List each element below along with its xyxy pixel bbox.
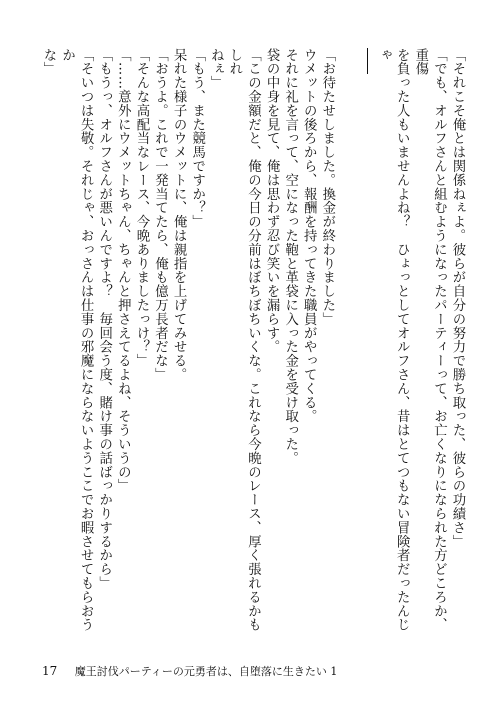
- text-line: な」: [40, 48, 56, 76]
- text-line: 「……意外にウメットちゃん、ちゃんと押さえてるよね、そういうの」: [115, 48, 131, 493]
- text-line: 「でも、オルフさんと組むようになったパーティーって、お亡くなりになられた方どころか、重傷: [412, 48, 447, 632]
- text-line: 「そんな高配当なレース、今晩ありましたっけ？」: [133, 48, 149, 368]
- text-line: ねぇ」: [208, 48, 224, 90]
- page-number: 17: [42, 664, 58, 678]
- text-line: 「もうっ、オルフさんが悪いんですよ？ 毎回会う度、賭け事の話ばっかりするから」: [96, 48, 112, 591]
- body-text: [20, 48, 466, 633]
- text-line: 「もう、また競馬ですか？」: [189, 48, 205, 229]
- em-dash: [367, 48, 368, 74]
- text-line: 「お待たせしました。換金が終わりました」: [319, 48, 335, 326]
- text-line: 袋の中身を見て、俺は思わず忍び笑いを漏らす。: [264, 48, 280, 354]
- page-footer: [42, 663, 337, 679]
- text-line: ウメットの後ろから、報酬を持ってきた職員がやってくる。: [301, 48, 317, 424]
- text-line: 「おうよ。これで一発当てたら、俺も億万長者だな」: [152, 48, 168, 382]
- text-line: を負った人もいませんよね？ ひょっとしてオルフさん、昔はとてつもない冒険者だったんじゃ: [375, 48, 410, 632]
- text-line: 「この金額だと、俺の今日の分前はぼちぼちいくな。これなら今晩のレース、厚く張れるかもしれ: [226, 48, 261, 632]
- text-line: 呆れた様子のウメットに、俺は親指を上げてみせる。: [171, 48, 187, 382]
- text-line: 「そいつは失敬。それじゃ、おっさんは仕事の邪魔にならないようここでお暇させてもらおうか: [59, 48, 94, 632]
- text-line: [336, 48, 355, 633]
- book-title: 魔王討伐パーティーの元勇者は、自堕落に生きたい 1: [74, 665, 338, 678]
- text-line: それに礼を言って、空になった鞄と革袋に入った金を受け取った。: [282, 48, 298, 465]
- text-line: 「それこそ俺とは関係ねぇよ。彼らが自分の努力で勝ち取った、彼らの功績さ」: [450, 48, 465, 549]
- dash-line: [354, 48, 373, 633]
